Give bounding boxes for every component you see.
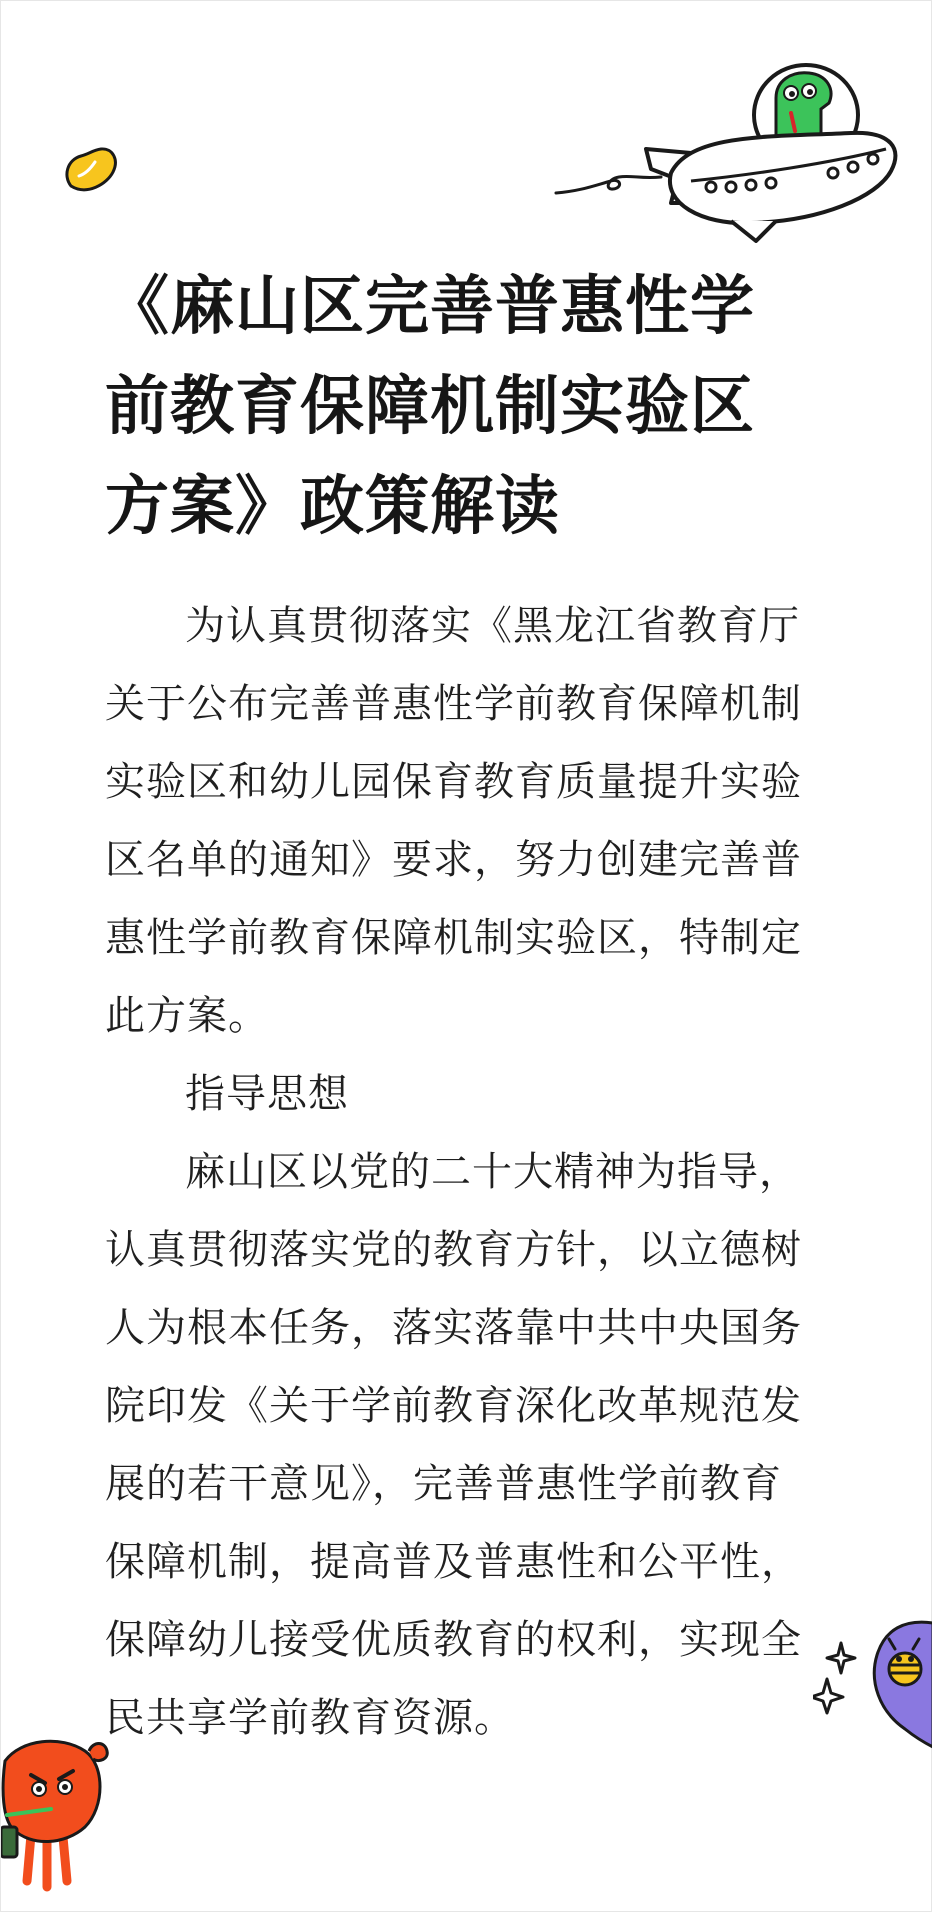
purple-bee-character-icon (865, 1619, 932, 1759)
paragraph-guiding-ideology: 麻山区以党的二十大精神为指导，认真贯彻落实党的教育方针，以立德树人为根本任务，落实落靠中共中央国务院印发《关于学前教育深化改革规范发展的若干意见》，完善普惠性学前教育保障机制，提高普及普惠性和公平性，保障幼儿接受优质教育的权利，实现全民共享学前教育资源。 (105, 1149, 802, 1741)
section-heading: 指导思想 (185, 1071, 349, 1117)
orange-character-icon (1, 1731, 113, 1903)
article-body (105, 587, 817, 1757)
article-title: 《麻山区完善普惠性学前教育保障机制实验区方案》政策解读 (105, 270, 755, 544)
ufo-dinosaur-icon (551, 53, 906, 243)
paragraph-intro: 为认真贯彻落实《黑龙江省教育厅关于公布完善普惠性学前教育保障机制实验区和幼儿园保育教育质量提升实验区名单的通知》要求，努力创建完善普惠性学前教育保障机制实验区，特制定此方案。 (105, 603, 802, 1039)
yellow-bean-icon (61, 146, 119, 198)
sparkle-icon (813, 1641, 857, 1715)
